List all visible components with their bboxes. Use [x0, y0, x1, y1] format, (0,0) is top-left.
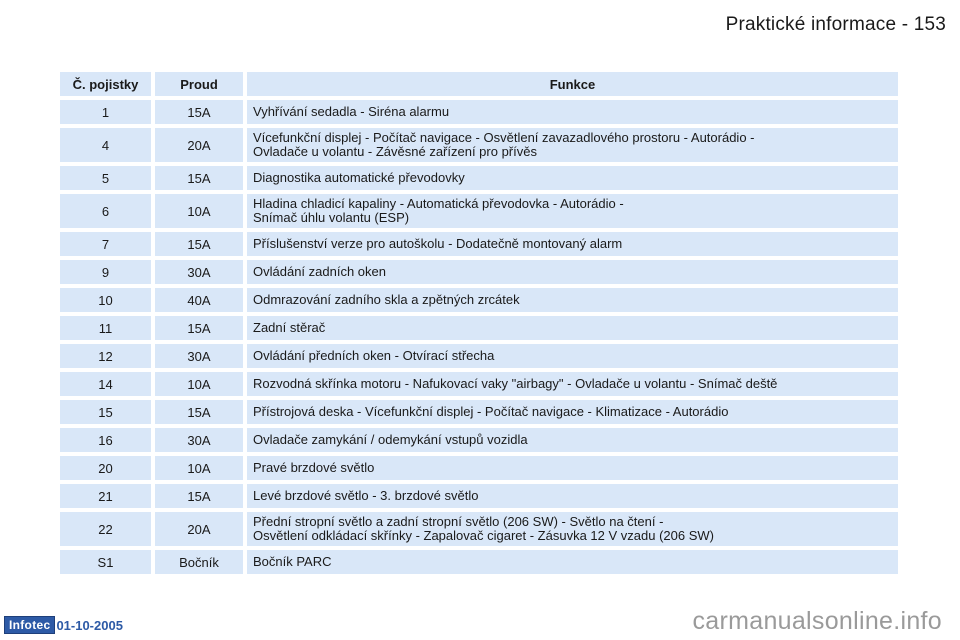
- fuse-function-cell: [247, 232, 898, 256]
- fuse-current-cell: 15A: [155, 232, 243, 256]
- fuse-current-cell: 15A: [155, 400, 243, 424]
- table-row: [60, 166, 898, 190]
- fuse-table: [56, 68, 902, 578]
- fuse-function-line: Přední stropní světlo a zadní stropní světlo (206 SW) - Světlo na čtení -: [253, 514, 664, 529]
- fuse-number-cell: 6: [60, 194, 151, 228]
- fuse-current-cell: 20A: [155, 512, 243, 546]
- fuse-number-cell: 15: [60, 400, 151, 424]
- fuse-current-cell: 10A: [155, 194, 243, 228]
- infotec-logo: Infotec: [4, 616, 55, 634]
- fuse-number-cell: 9: [60, 260, 151, 284]
- fuse-current-cell: 10A: [155, 372, 243, 396]
- fuse-current-cell: 30A: [155, 428, 243, 452]
- fuse-current-cell: 15A: [155, 484, 243, 508]
- fuse-current-cell: 30A: [155, 344, 243, 368]
- fuse-number-cell: 14: [60, 372, 151, 396]
- fuse-function-cell: [247, 194, 898, 228]
- fuse-function-line: Vícefunkční displej - Počítač navigace - Osvětlení zavazadlového prostoru - Autorádio -: [253, 130, 755, 145]
- fuse-current-cell: 10A: [155, 456, 243, 480]
- table-body: [60, 100, 898, 574]
- fuse-number-cell: 1: [60, 100, 151, 124]
- table-row: [60, 100, 898, 124]
- watermark: carmanualsonline.info: [692, 607, 942, 635]
- table-row: [60, 344, 898, 368]
- fuse-function-cell: [247, 100, 898, 124]
- fuse-current-cell: 15A: [155, 316, 243, 340]
- fuse-function-line: Zadní stěrač: [253, 320, 326, 335]
- footer-date: 01-10-2005: [56, 617, 123, 633]
- fuse-function-cell: [247, 550, 898, 574]
- fuse-function-line: Ovladače u volantu - Závěsné zařízení pro přívěs: [253, 144, 537, 159]
- table-row: [60, 316, 898, 340]
- fuse-function-line: Příslušenství verze pro autoškolu - Dodatečně montovaný alarm: [253, 236, 623, 251]
- fuse-function-line: Diagnostika automatické převodovky: [253, 170, 465, 185]
- fuse-function-cell: [247, 128, 898, 162]
- table-header-row: [60, 72, 898, 96]
- fuse-number-cell: 5: [60, 166, 151, 190]
- table-row: [60, 428, 898, 452]
- table-row: [60, 456, 898, 480]
- column-header-fuse-number: Č. pojistky: [60, 72, 151, 96]
- fuse-function-line: Bočník PARC: [253, 554, 332, 569]
- fuse-number-cell: 22: [60, 512, 151, 546]
- fuse-number-cell: 20: [60, 456, 151, 480]
- footer: [4, 616, 123, 634]
- fuse-current-cell: 30A: [155, 260, 243, 284]
- fuse-function-line: Vyhřívání sedadla - Siréna alarmu: [253, 104, 450, 119]
- fuse-function-line: Rozvodná skřínka motoru - Nafukovací vaky "airbagy" - Ovladače u volantu - Snímač deště: [253, 376, 778, 391]
- table-row: [60, 484, 898, 508]
- fuse-function-cell: [247, 372, 898, 396]
- table-row: [60, 288, 898, 312]
- fuse-function-line: Přístrojová deska - Vícefunkční displej - Počítač navigace - Klimatizace - Autorádio: [253, 404, 729, 419]
- fuse-function-line: Hladina chladicí kapaliny - Automatická převodovka - Autorádio -: [253, 196, 624, 211]
- fuse-function-cell: [247, 512, 898, 546]
- page-title: Praktické informace - 153: [725, 14, 946, 35]
- fuse-function-line: Ovládání předních oken - Otvírací střecha: [253, 348, 495, 363]
- fuse-function-cell: [247, 456, 898, 480]
- fuse-function-cell: [247, 316, 898, 340]
- fuse-number-cell: 21: [60, 484, 151, 508]
- table-row: [60, 232, 898, 256]
- fuse-number-cell: 12: [60, 344, 151, 368]
- table-row: [60, 194, 898, 228]
- fuse-function-line: Pravé brzdové světlo: [253, 460, 375, 475]
- fuse-function-cell: [247, 428, 898, 452]
- fuse-function-cell: [247, 166, 898, 190]
- fuse-function-line: Ovládání zadních oken: [253, 264, 386, 279]
- fuse-function-line: Levé brzdové světlo - 3. brzdové světlo: [253, 488, 479, 503]
- table-row: [60, 550, 898, 574]
- table-row: [60, 372, 898, 396]
- fuse-function-cell: [247, 260, 898, 284]
- fuse-current-cell: 20A: [155, 128, 243, 162]
- fuse-function-line: Odmrazování zadního skla a zpětných zrcátek: [253, 292, 520, 307]
- fuse-function-cell: [247, 400, 898, 424]
- table-row: [60, 128, 898, 162]
- fuse-number-cell: 11: [60, 316, 151, 340]
- fuse-current-cell: 15A: [155, 100, 243, 124]
- fuse-function-line: Osvětlení odkládací skřínky - Zapalovač cigaret - Zásuvka 12 V vzadu (206 SW): [253, 528, 714, 543]
- fuse-current-cell: Bočník: [155, 550, 243, 574]
- table-row: [60, 512, 898, 546]
- column-header-function: Funkce: [247, 72, 898, 96]
- fuse-number-cell: S1: [60, 550, 151, 574]
- table-row: [60, 400, 898, 424]
- fuse-number-cell: 16: [60, 428, 151, 452]
- fuse-current-cell: 15A: [155, 166, 243, 190]
- fuse-number-cell: 4: [60, 128, 151, 162]
- fuse-function-cell: [247, 288, 898, 312]
- fuse-function-line: Snímač úhlu volantu (ESP): [253, 210, 410, 225]
- column-header-current: Proud: [155, 72, 243, 96]
- fuse-number-cell: 7: [60, 232, 151, 256]
- fuse-function-cell: [247, 344, 898, 368]
- fuse-current-cell: 40A: [155, 288, 243, 312]
- fuse-number-cell: 10: [60, 288, 151, 312]
- table-row: [60, 260, 898, 284]
- fuse-function-cell: [247, 484, 898, 508]
- fuse-function-line: Ovladače zamykání / odemykání vstupů vozidla: [253, 432, 528, 447]
